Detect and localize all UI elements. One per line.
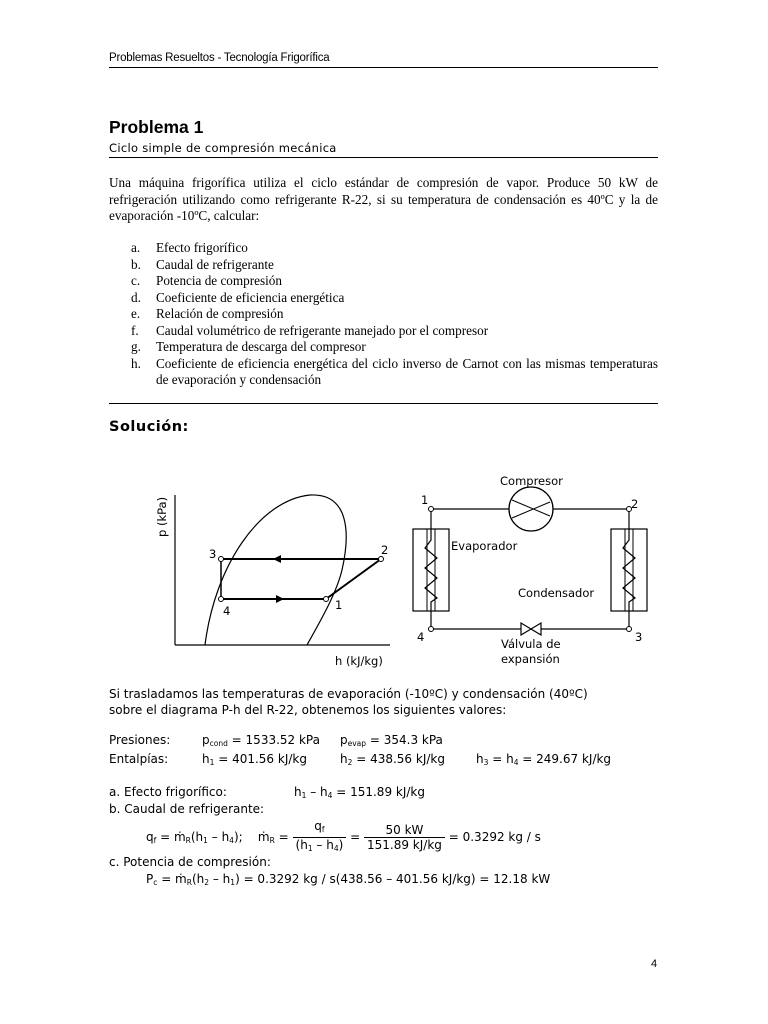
- circuit-node-4: [429, 627, 434, 632]
- question-item: [131, 323, 658, 340]
- valve-label-2: expansión: [501, 652, 560, 666]
- question-letter: h.: [131, 355, 141, 371]
- question-list: [131, 240, 658, 389]
- ph-point-4: [219, 597, 224, 602]
- compressor-label: Compresor: [500, 474, 563, 488]
- question-letter: e.: [131, 306, 141, 321]
- running-header: Problemas Resueltos - Tecnología Frigorífica: [109, 52, 330, 64]
- question-letter: g.: [131, 339, 141, 354]
- question-item: [131, 273, 658, 290]
- problem-statement: Una máquina frigorífica utiliza el ciclo estándar de compresión de vapor. Produce 50 kW de refrigeración utilizando como refrigerante R-22, si su temperatura de condensación es 40ºC y la de evaporación -10ºC, calcular:: [109, 175, 658, 223]
- intro-line-2: sobre el diagrama P-h del R-22, obtenemos los siguientes valores:: [109, 703, 507, 717]
- question-letter: d.: [131, 289, 141, 305]
- circuit-label-4: 4: [417, 630, 425, 644]
- question-text: Caudal volumétrico de refrigerante manejado por el compresor: [156, 322, 489, 338]
- subtitle-rule: [109, 157, 658, 158]
- question-text: Efecto frigorífico: [156, 240, 248, 255]
- valve-label-1: Válvula de: [501, 637, 561, 651]
- h1-value: $h_1 = 401.56$ kJ/kg: [202, 752, 307, 767]
- compressor-icon: [509, 487, 553, 531]
- question-text: Temperatura de descarga del compresor: [156, 339, 366, 354]
- problem-title: Problema 1: [109, 117, 204, 137]
- compression-line: [326, 559, 381, 599]
- problem-subtitle: Ciclo simple de compresión mecánica: [109, 141, 337, 155]
- answer-c-equation: $P_c$ = $ṁ_R(h_2 - h_1) = 0.3292$ kg / s(438.56 – 401.56 kJ/kg) = 12.18 kW: [146, 872, 551, 887]
- condenser-label: Condensador: [518, 586, 595, 600]
- circuit-diagram: [405, 470, 665, 670]
- h3-h4-value: $h_3 = h_4 = 249.67$ kJ/kg: [476, 752, 612, 767]
- circuit-label-1: 1: [421, 493, 429, 507]
- page-number: 4: [651, 958, 658, 970]
- solution-title: Solución:: [109, 419, 189, 435]
- circuit-label-3: 3: [635, 630, 643, 644]
- question-letter: b.: [131, 256, 141, 272]
- question-letter: c.: [131, 273, 141, 288]
- question-item: [131, 306, 658, 323]
- ph-label-1: 1: [335, 598, 343, 612]
- question-text: Potencia de compresión: [156, 273, 282, 288]
- evaporator-icon: [413, 529, 449, 611]
- evaporator-label: Evaporador: [451, 539, 518, 553]
- question-letter: a.: [131, 240, 141, 255]
- question-item: [131, 257, 658, 274]
- p-cond-value: $p_{cond} = 1533.52$ kPa: [202, 733, 320, 748]
- condenser-icon: [611, 529, 647, 611]
- question-item: [131, 339, 658, 356]
- answer-b-equation: $q_f$ = $ṁ_R(h_1 - h_4)$; ṁ$_R$ = $\frac{q_f}{(h_1 - h_4)}$ = $\frac{50 kW}{151.89 kJ/kg}$ = 0.3292 kg / s: [146, 819, 541, 853]
- answer-c-label: c. Potencia de compresión:: [109, 855, 271, 869]
- ph-ylabel: p (kPa): [155, 496, 169, 537]
- ph-label-2: 2: [381, 543, 389, 557]
- answer-a-value: $h_1 - h_4 = 151.89$ kJ/kg: [294, 785, 425, 800]
- circuit-node-1: [429, 507, 434, 512]
- ph-label-4: 4: [223, 604, 231, 618]
- question-text: Caudal de refrigerante: [156, 256, 274, 272]
- pressures-label: Presiones:: [109, 733, 171, 747]
- question-text: Coeficiente de eficiencia energética del ciclo inverso de Carnot con las mismas temperaturas de evaporación y condensación: [156, 355, 658, 387]
- condensation-arrow: [273, 555, 281, 563]
- ph-xlabel: h (kJ/kg): [335, 654, 383, 668]
- header-rule: [109, 67, 658, 68]
- enthalpies-label: Entalpías:: [109, 752, 169, 766]
- question-item: [131, 290, 658, 307]
- ph-diagram: [150, 475, 400, 675]
- question-text: Coeficiente de eficiencia energética: [156, 289, 345, 305]
- ph-label-3: 3: [209, 547, 217, 561]
- circuit-label-2: 2: [631, 497, 639, 511]
- question-text: Relación de compresión: [156, 306, 284, 321]
- question-item: [131, 356, 658, 389]
- question-letter: f.: [131, 322, 139, 338]
- intro-line-1: Si trasladamos las temperaturas de evaporación (-10ºC) y condensación (40ºC): [109, 687, 588, 701]
- section-rule: [109, 403, 658, 404]
- circuit-node-3: [627, 627, 632, 632]
- p-evap-value: $p_{evap} = 354.3$ kPa: [340, 733, 443, 748]
- ph-point-2: [379, 557, 384, 562]
- answer-b-label: b. Caudal de refrigerante:: [109, 802, 265, 816]
- saturation-dome: [205, 495, 346, 645]
- ph-point-3: [219, 557, 224, 562]
- h2-value: $h_2 = 438.56$ kJ/kg: [340, 752, 445, 767]
- answer-a-label: a. Efecto frigorífico:: [109, 785, 227, 799]
- evaporation-arrow: [276, 595, 284, 603]
- expansion-valve-icon: [521, 623, 531, 635]
- question-item: [131, 240, 658, 257]
- ph-point-1: [324, 597, 329, 602]
